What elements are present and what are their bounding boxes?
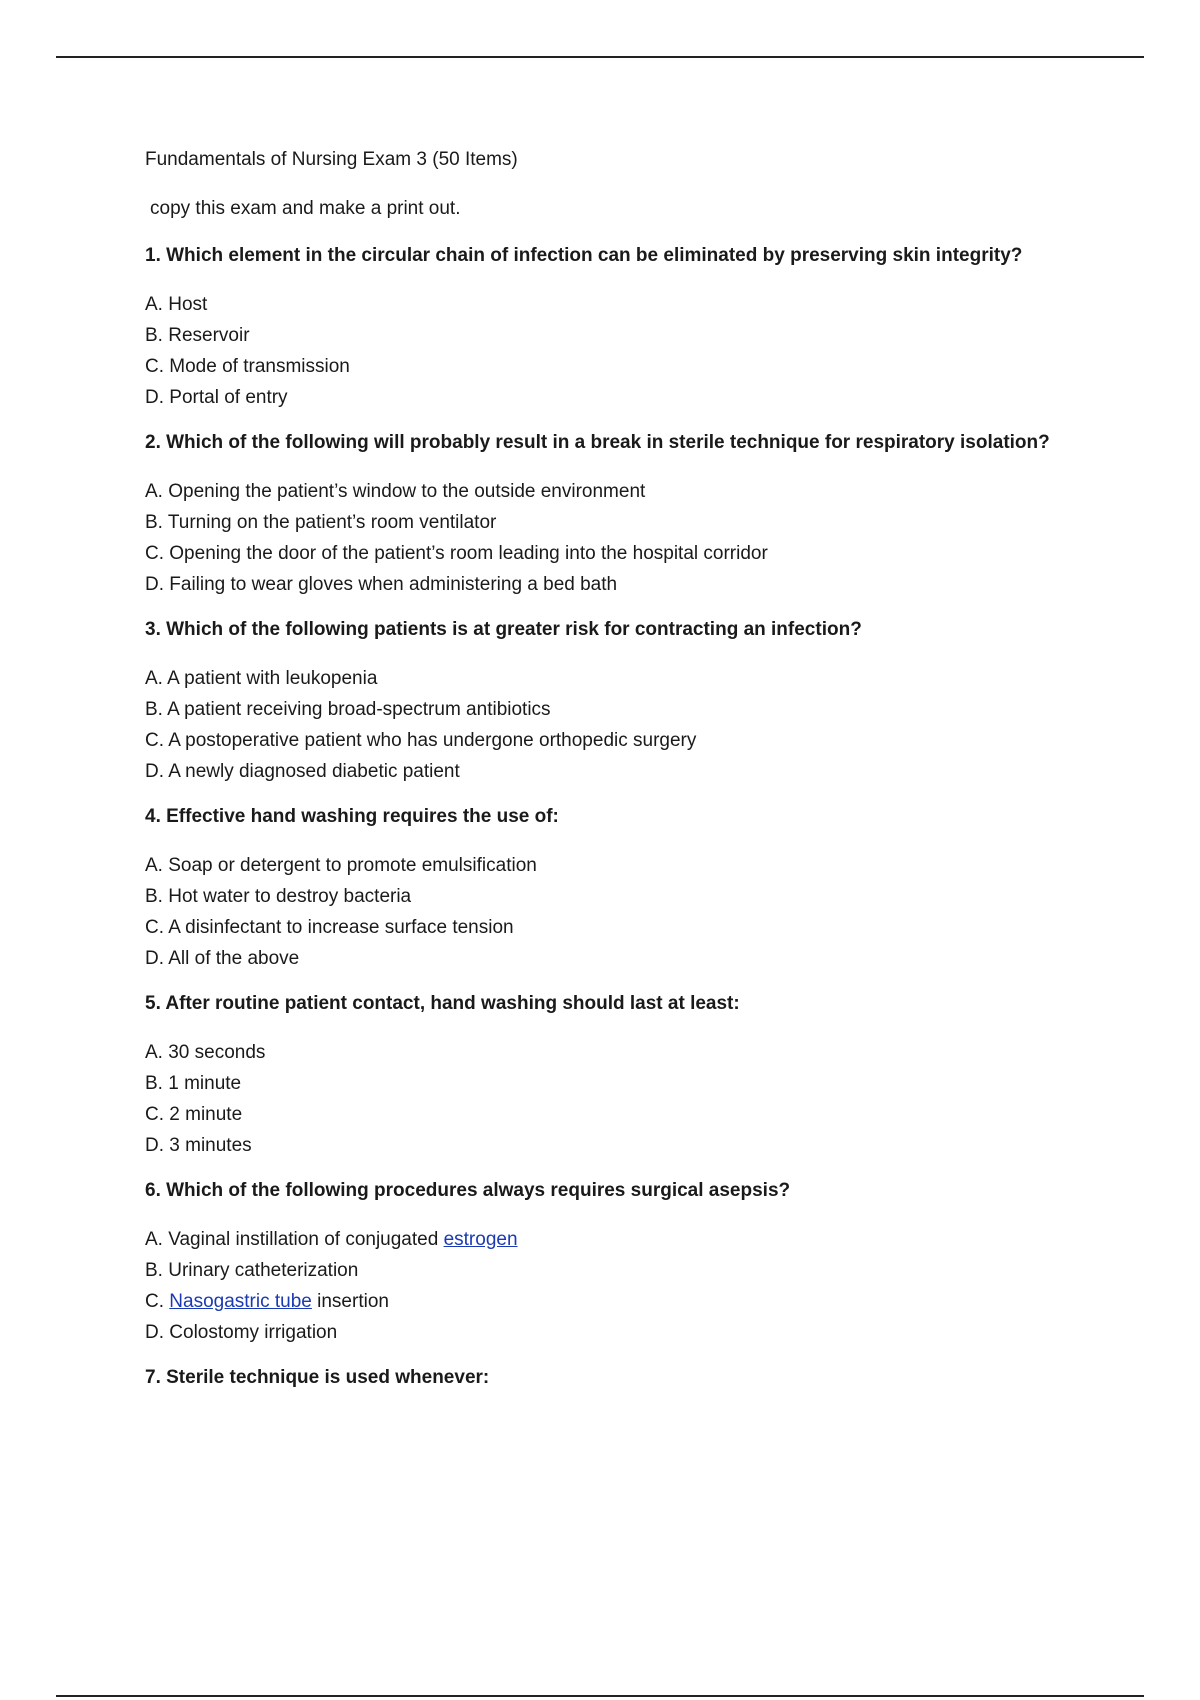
estrogen-link[interactable]: estrogen (443, 1229, 518, 1250)
question-text: 4. Effective hand washing requires the use of: (145, 806, 559, 827)
answer-option: D. Failing to wear gloves when administering a bed bath (145, 574, 618, 595)
answer-option: A. Soap or detergent to promote emulsification (145, 855, 537, 876)
answer-option: D. 3 minutes (145, 1135, 252, 1156)
question-7 (145, 1362, 1065, 1394)
option-text: D. Colostomy irrigation (145, 1322, 338, 1343)
answer-option: C. A postoperative patient who has undergone orthopedic surgery (145, 730, 697, 751)
nasogastric-tube-link[interactable]: Nasogastric tube (169, 1291, 312, 1312)
option-text-suffix: insertion (311, 1291, 389, 1312)
answer-option: C. Opening the door of the patient’s room leading into the hospital corridor (145, 543, 768, 564)
answer-option: D. Portal of entry (145, 387, 288, 408)
answer-option: B. 1 minute (145, 1073, 242, 1094)
answer-option: A. Host (145, 294, 208, 315)
answer-option (145, 1255, 1065, 1286)
answer-option: D. All of the above (145, 948, 300, 969)
answer-option: C. Mode of transmission (145, 356, 350, 377)
question-5 (145, 988, 1065, 1161)
answer-option: A. A patient with leukopenia (145, 668, 378, 689)
answer-option: B. A patient receiving broad-spectrum antibiotics (145, 699, 551, 720)
header-rule (56, 56, 1144, 58)
question-3 (145, 614, 1065, 787)
document-body (145, 144, 1065, 1411)
question-text: 1. Which element in the circular chain of infection can be eliminated by preserving skin integrity? (145, 245, 1023, 266)
answer-option: B. Turning on the patient’s room ventilator (145, 512, 497, 533)
answer-option: D. A newly diagnosed diabetic patient (145, 761, 460, 782)
answer-option: B. Reservoir (145, 325, 250, 346)
answer-option (145, 1317, 1065, 1348)
question-2 (145, 427, 1065, 600)
question-text: 3. Which of the following patients is at greater risk for contracting an infection? (145, 619, 862, 640)
answer-option: C. 2 minute (145, 1104, 243, 1125)
option-text: C. (145, 1291, 170, 1312)
question-text: 6. Which of the following procedures always requires surgical asepsis? (145, 1180, 791, 1201)
option-text: B. Urinary catheterization (145, 1260, 359, 1281)
document-title: Fundamentals of Nursing Exam 3 (50 Items) (145, 149, 518, 170)
question-6 (145, 1175, 1065, 1348)
option-text: A. Vaginal instillation of conjugated (145, 1229, 444, 1250)
answer-option (145, 1286, 1065, 1317)
answer-option: C. A disinfectant to increase surface tension (145, 917, 514, 938)
document-intro: copy this exam and make a print out. (150, 198, 461, 219)
answer-option: A. 30 seconds (145, 1042, 266, 1063)
answer-option: B. Hot water to destroy bacteria (145, 886, 412, 907)
question-text: 7. Sterile technique is used whenever: (145, 1367, 490, 1388)
answer-option (145, 1224, 1065, 1255)
question-1 (145, 240, 1065, 413)
answer-option: A. Opening the patient’s window to the outside environment (145, 481, 646, 502)
question-4 (145, 801, 1065, 974)
question-text: 5. After routine patient contact, hand washing should last at least: (145, 993, 740, 1014)
footer-rule (56, 1695, 1144, 1697)
question-text: 2. Which of the following will probably result in a break in sterile technique for respiratory isolation? (145, 432, 1050, 453)
